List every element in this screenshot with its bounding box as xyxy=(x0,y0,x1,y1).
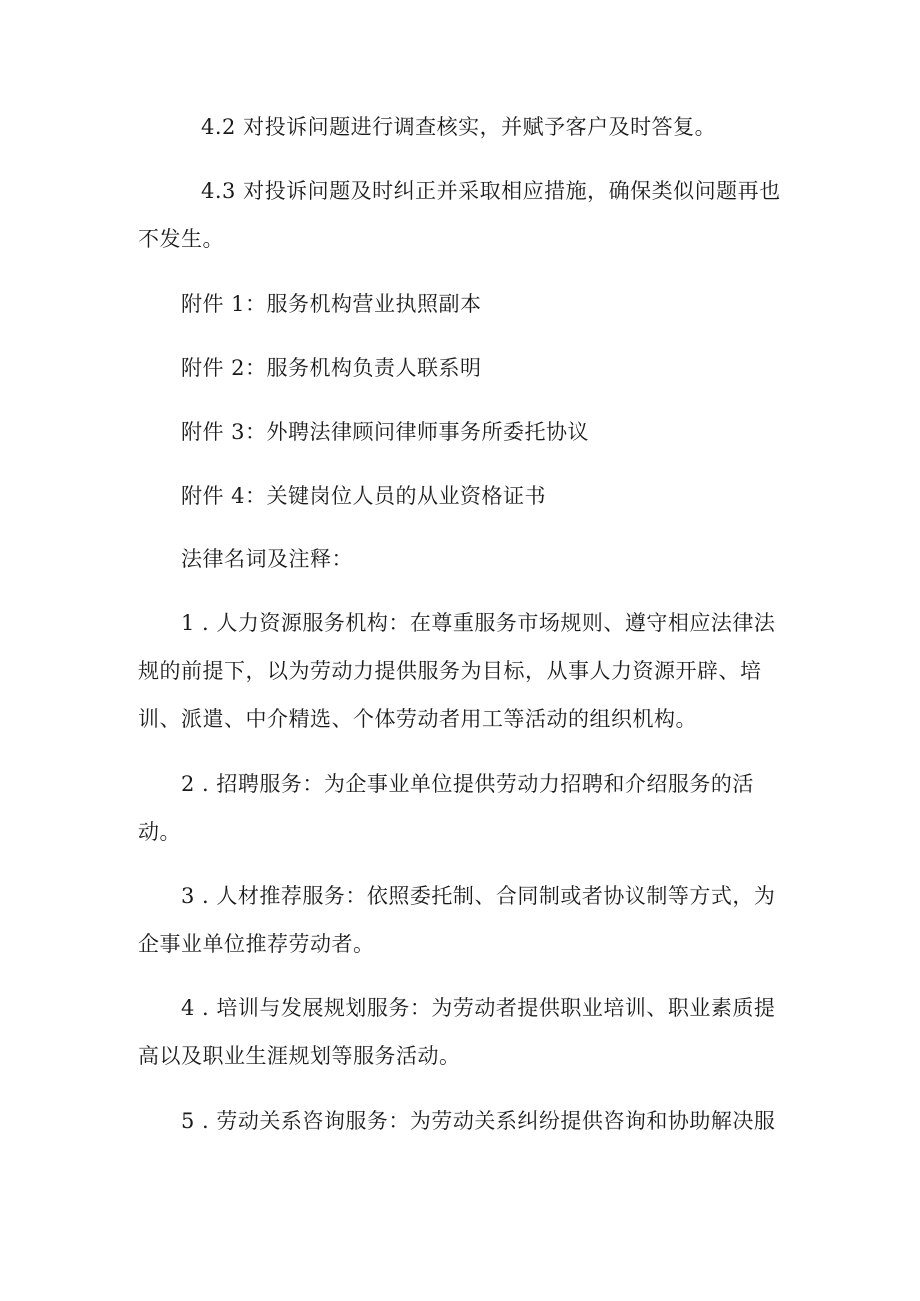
term-3-line-2: 企事业单位推荐劳动者。 xyxy=(138,932,375,956)
term-2-line-1: 2 . 招聘服务：为企事业单位提供劳动力招聘和介绍服务的活 xyxy=(181,772,754,796)
term-1-line-1: 1 . 人力资源服务机构：在尊重服务市场规则、遵守相应法律法 xyxy=(181,611,776,635)
legal-terms-heading: 法律名词及注释： xyxy=(181,547,353,571)
term-3-line-1: 3 . 人材推荐服务：依照委托制、合同制或者协议制等方式，为 xyxy=(181,884,776,908)
para-4-3-line-2: 不发生。 xyxy=(138,227,224,251)
para-4-3-line-1: 4.3 对投诉问题及时纠正并采取相应措施，确保类似问题再也 xyxy=(201,179,781,203)
term-2-line-2: 动。 xyxy=(138,820,181,844)
term-1-line-3: 训、派遣、中介精选、个体劳动者用工等活动的组织机构。 xyxy=(138,707,697,731)
attachment-4: 附件 4：关键岗位人员的从业资格证书 xyxy=(181,484,547,508)
term-1-line-2: 规的前提下，以为劳动力提供服务为目标，从事人力资源开辟、培 xyxy=(138,659,762,683)
attachment-2: 附件 2：服务机构负责人联系明 xyxy=(181,356,482,380)
attachment-3: 附件 3：外聘法律顾问律师事务所委托协议 xyxy=(181,420,590,444)
para-4-2-line-1: 4.2 对投诉问题进行调查核实，并赋予客户及时答复。 xyxy=(201,115,717,139)
attachment-1: 附件 1：服务机构营业执照副本 xyxy=(181,292,482,316)
term-4-line-2: 高以及职业生涯规划等服务活动。 xyxy=(138,1044,461,1068)
term-5-line-1: 5 . 劳动关系咨询服务：为劳动关系纠纷提供咨询和协助解决服 xyxy=(181,1109,776,1133)
term-4-line-1: 4 . 培训与发展规划服务：为劳动者提供职业培训、职业素质提 xyxy=(181,996,776,1020)
